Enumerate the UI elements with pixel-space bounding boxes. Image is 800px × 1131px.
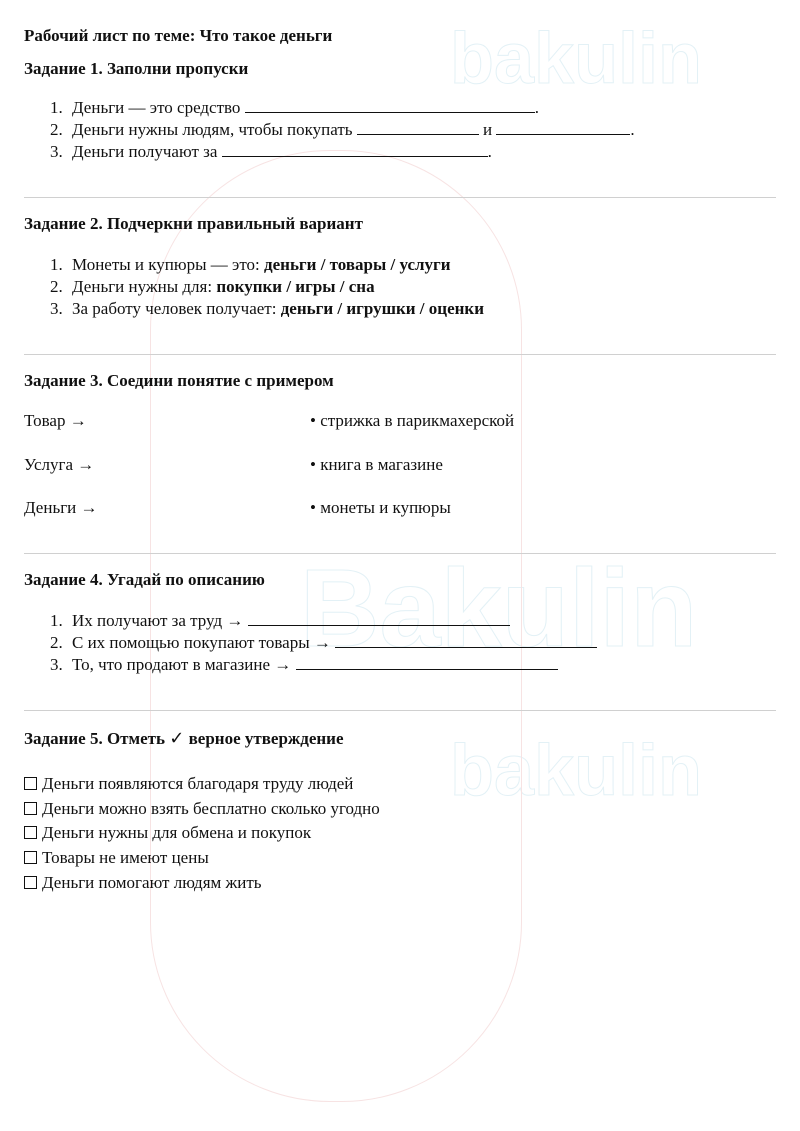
answer-blank[interactable] [248,610,510,626]
task1-item: 1. Деньги — это средство . [50,98,539,117]
watermark-text: bakulin [450,19,703,99]
example-item[interactable]: • монеты и купюры [310,498,451,517]
task4-heading: Задание 4. Угадай по описанию [24,570,265,589]
task2-item: 2. Деньги нужны для: покупки / игры / сна [50,277,375,296]
watermark-text: Bakulin [300,547,698,670]
checkbox[interactable] [24,777,37,790]
page-title: Рабочий лист по теме: Что такое деньги [24,26,333,45]
checkbox[interactable] [24,802,37,815]
task1-item: 3. Деньги получают за . [50,142,492,161]
task2-list [50,254,484,320]
task1-list [50,97,635,163]
task4-item: 1. Их получают за труд → [50,610,597,632]
divider [24,710,776,711]
statement-item[interactable]: Деньги помогают людям жить [24,872,262,894]
statement-item[interactable]: Деньги можно взять бесплатно сколько угодно [24,798,380,820]
answer-blank[interactable] [296,654,558,670]
divider [24,354,776,355]
checkbox[interactable] [24,826,37,839]
statement-item[interactable]: Деньги появляются благодаря труду людей [24,773,353,795]
answer-options[interactable]: деньги / товары / услуги [264,255,451,274]
task2-item: 1. Монеты и купюры — это: деньги / товары / услуги [50,255,451,274]
task4-item: 2. С их помощью покупают товары → [50,632,597,654]
answer-options[interactable]: покупки / игры / сна [216,277,375,296]
divider [24,553,776,554]
task2-heading: Задание 2. Подчеркни правильный вариант [24,214,363,233]
task1-heading: Задание 1. Заполни пропуски [24,59,249,78]
concept-item[interactable]: Услуга → [24,455,95,474]
task3-heading: Задание 3. Соедини понятие с примером [24,371,334,390]
check-icon: ✓ [169,728,185,749]
example-item[interactable]: • стрижка в парикмахерской [310,411,515,430]
task4-list [50,610,597,676]
answer-blank[interactable] [245,97,535,113]
watermark-text: bakulin [450,731,703,811]
concept-item[interactable]: Товар → [24,411,87,430]
statement-item[interactable]: Товары не имеют цены [24,847,209,869]
concept-item[interactable]: Деньги → [24,498,98,517]
task2-item: 3. За работу человек получает: деньги / игрушки / оценки [50,299,485,318]
answer-blank[interactable] [357,119,479,135]
answer-blank[interactable] [496,119,630,135]
answer-options[interactable]: деньги / игрушки / оценки [280,299,485,318]
statement-item[interactable]: Деньги нужны для обмена и покупок [24,822,311,844]
divider [24,197,776,198]
answer-blank[interactable] [335,632,597,648]
checkbox[interactable] [24,876,37,889]
checkbox[interactable] [24,851,37,864]
example-item[interactable]: • книга в магазине [310,455,443,474]
task1-item: 2. Деньги нужны людям, чтобы покупать и . [50,120,635,139]
task4-item: 3. То, что продают в магазине → [50,654,597,676]
answer-blank[interactable] [222,141,488,157]
task5-heading: Задание 5. Отметь ✓ верное утверждение [24,728,344,749]
